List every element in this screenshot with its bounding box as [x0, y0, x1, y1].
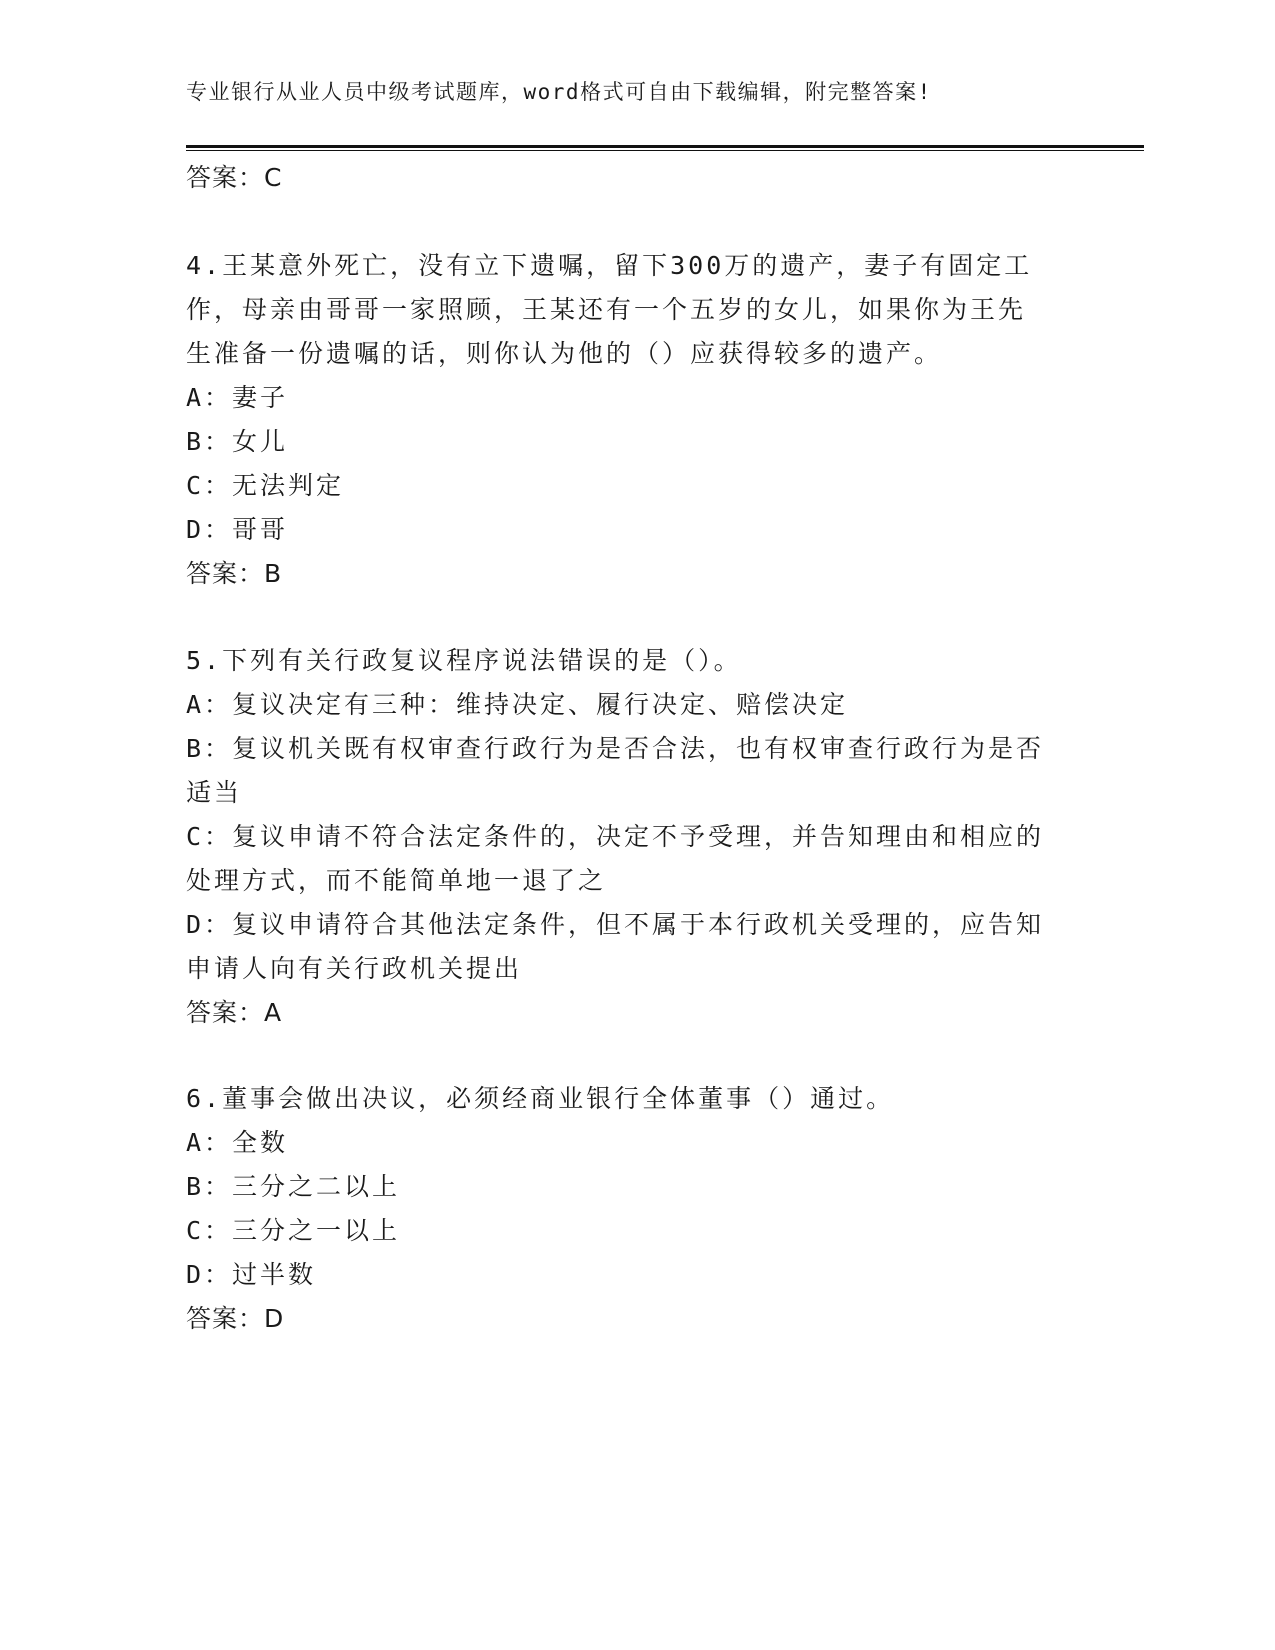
q4-option-a: A：妻子 — [186, 383, 289, 412]
q5-answer: 答案：A — [186, 998, 283, 1027]
q6-answer: 答案：D — [186, 1304, 285, 1333]
q5-option-d-cont: 申请人向有关行政机关提出 — [186, 954, 523, 983]
header-rule — [186, 145, 1144, 148]
q6-option-a: A：全数 — [186, 1128, 289, 1157]
q6-option-d: D：过半数 — [186, 1260, 317, 1289]
q4-option-d: D：哥哥 — [186, 515, 289, 544]
q5-stem-line: 5.下列有关行政复议程序说法错误的是（）。 — [186, 646, 742, 675]
q5-option-b: B：复议机关既有权审查行政行为是否合法，也有权审查行政行为是否 — [186, 734, 1045, 763]
q4-option-c: C：无法判定 — [186, 471, 345, 500]
q5-option-a: A：复议决定有三种：维持决定、履行决定、赔偿决定 — [186, 690, 849, 719]
q4-answer: 答案：B — [186, 559, 283, 588]
q6-stem-line: 6.董事会做出决议，必须经商业银行全体董事（）通过。 — [186, 1084, 895, 1113]
header-rule-thin — [186, 150, 1144, 151]
q4-stem-line: 生准备一份遗嘱的话，则你认为他的（）应获得较多的遗产。 — [186, 339, 943, 368]
q6-option-c: C：三分之一以上 — [186, 1216, 401, 1245]
q4-stem-line: 作，母亲由哥哥一家照顾，王某还有一个五岁的女儿，如果你为王先 — [186, 295, 1027, 324]
page-header: 专业银行从业人员中级考试题库，word格式可自由下载编辑，附完整答案! — [186, 80, 932, 104]
q4-stem-line: 4.王某意外死亡，没有立下遗嘱，留下300万的遗产，妻子有固定工 — [186, 251, 1033, 280]
prev-answer: 答案：C — [186, 163, 283, 192]
q5-option-d: D：复议申请符合其他法定条件，但不属于本行政机关受理的，应告知 — [186, 910, 1045, 939]
q5-option-c: C：复议申请不符合法定条件的，决定不予受理，并告知理由和相应的 — [186, 822, 1045, 851]
q6-option-b: B：三分之二以上 — [186, 1172, 401, 1201]
q5-option-c-cont: 处理方式，而不能简单地一退了之 — [186, 866, 607, 895]
q4-option-b: B：女儿 — [186, 427, 289, 456]
q5-option-b-cont: 适当 — [186, 778, 243, 807]
